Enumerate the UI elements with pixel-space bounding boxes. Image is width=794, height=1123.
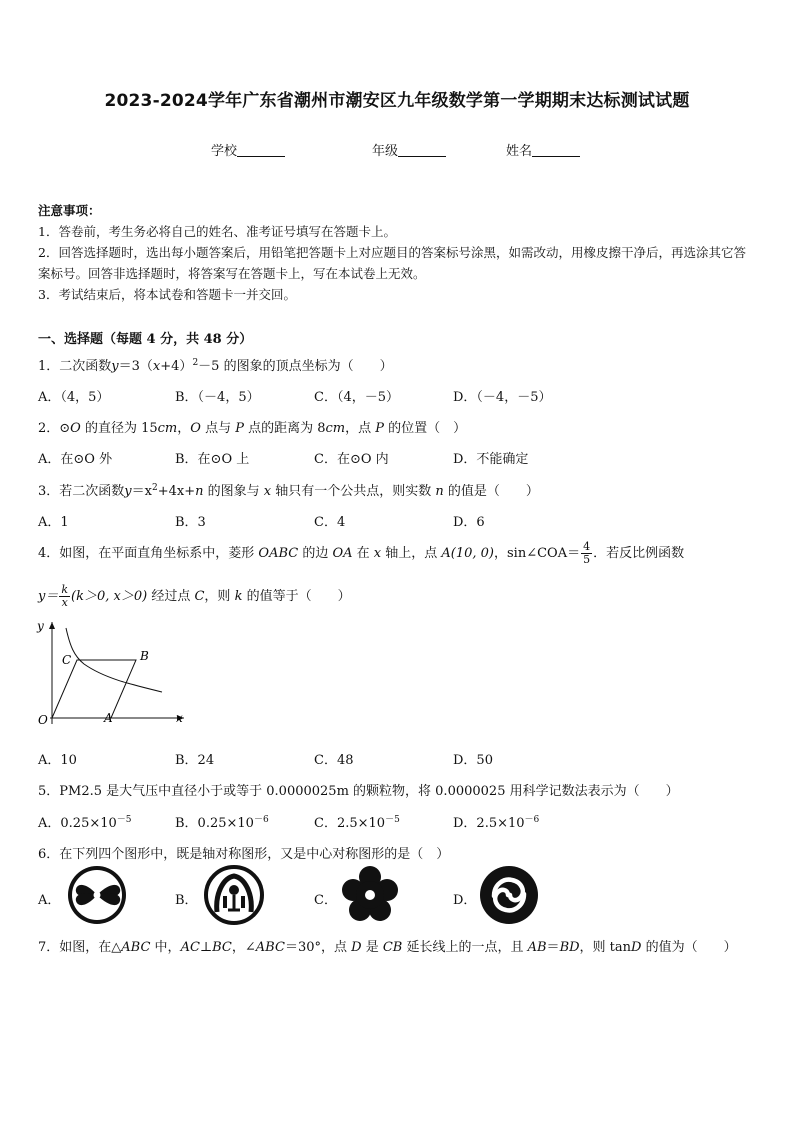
- q5-option-d-exp: －6: [524, 815, 540, 825]
- q3-var-y: y: [124, 484, 132, 499]
- question-6: 6．在下列四个图形中，既是轴对称图形，又是中心对称图形的是（ ）: [38, 847, 450, 862]
- notice-item-3: 3．考试结束后，将本试卷和答题卡一并交回。: [38, 287, 296, 302]
- q4-condition: (k＞0, x＞0): [71, 589, 148, 604]
- q4-text-h: ，则: [204, 589, 235, 604]
- q1-tail: －5 的图象的顶点坐标为（ ）: [198, 359, 393, 374]
- q4-option-b[interactable]: B．24: [175, 753, 215, 768]
- q5-option-b[interactable]: [175, 812, 269, 831]
- q1-option-c[interactable]: C．（4，－5）: [314, 390, 399, 405]
- q6-figure-c-icon[interactable]: [339, 864, 401, 926]
- q4-text-i: 的值等于（ ）: [242, 589, 351, 604]
- q2-text-g: 的位置（ ）: [384, 421, 467, 436]
- q3-n2: n: [435, 484, 444, 499]
- q1-eq: ＝3（: [118, 359, 153, 374]
- question-5: 5．PM2.5 是大气压中直径小于或等于 0.0000025m 的颗粒物，将 0.0000025 用科学记数法表示为（ ）: [38, 784, 679, 799]
- fig-label-b: B: [140, 649, 149, 663]
- q5-option-c[interactable]: [314, 812, 400, 831]
- grade-field: [372, 140, 446, 159]
- q3-mid: +4x+: [157, 484, 196, 499]
- q3-text-c: 轴只有一个公共点，则实数: [271, 484, 436, 499]
- question-3: [38, 480, 539, 499]
- q4-text-g: 经过点: [147, 589, 195, 604]
- q2-option-c[interactable]: C．在⊙O 内: [314, 452, 389, 467]
- section-heading: 一、选择题（每题 4 分，共 48 分）: [38, 332, 253, 347]
- q5-option-b-exp: －6: [253, 815, 269, 825]
- q7-text-h: ＝: [546, 940, 560, 955]
- q7-bd: BD: [559, 940, 580, 955]
- q4-text-b: 的边: [298, 546, 333, 561]
- q1-option-d[interactable]: D．（－4，－5）: [453, 390, 552, 405]
- q1-prefix: 1．二次函数: [38, 359, 112, 374]
- q6-option-a[interactable]: A．: [38, 893, 61, 908]
- grade-label: 年级: [372, 144, 399, 159]
- notice-item-1: 1．答卷前，考生务必将自己的姓名、准考证号填写在答题卡上。: [38, 224, 396, 239]
- q2-text-f: ，点: [345, 421, 376, 436]
- q3-text-b: 的图象与: [203, 484, 264, 499]
- q7-text-e: ＝30°，点: [284, 940, 352, 955]
- q7-text-d: ，∠: [231, 940, 256, 955]
- q4-oa: OA: [332, 546, 353, 561]
- q4-point-a: A(10, 0): [441, 546, 494, 561]
- q7-abc1: ABC: [121, 940, 151, 955]
- q2-option-d[interactable]: D．不能确定: [453, 452, 529, 467]
- school-label: 学校: [211, 144, 238, 159]
- fig-label-x: x: [176, 711, 183, 725]
- q7-abc2: ABC: [255, 940, 285, 955]
- q7-text-b: 中，: [150, 940, 181, 955]
- notice-block: [38, 200, 758, 305]
- q3-option-b[interactable]: B．3: [175, 515, 206, 530]
- school-blank: [237, 143, 285, 157]
- q3-eq: ＝x: [131, 484, 152, 499]
- q4-func: y＝: [38, 589, 59, 604]
- q1-option-b[interactable]: B．（－4，5）: [175, 390, 260, 405]
- q7-text-c: ⊥: [199, 940, 213, 955]
- q1-option-a[interactable]: A．（4，5）: [38, 390, 110, 405]
- q1-var-y: y: [111, 359, 119, 374]
- q5-option-a[interactable]: [38, 812, 132, 831]
- name-blank: [532, 143, 580, 157]
- q4-text-a: 4．如图，在平面直角坐标系中，菱形: [38, 546, 259, 561]
- q1-exponent: 2: [192, 358, 199, 368]
- q2-text-a: 2．⊙: [38, 421, 71, 436]
- q4-frac-num: 4: [583, 540, 591, 553]
- q4-x: x: [373, 546, 382, 561]
- q7-text-f: 是: [361, 940, 383, 955]
- name-field: [506, 140, 580, 159]
- name-label: 姓名: [506, 144, 533, 159]
- y-axis-arrow: [49, 622, 55, 629]
- q5-option-a-exp: －5: [116, 815, 132, 825]
- question-2: [38, 417, 466, 436]
- q5-option-d[interactable]: [453, 812, 539, 831]
- q3-option-c[interactable]: C．4: [314, 515, 346, 530]
- q2-p2: P: [375, 421, 385, 436]
- notice-item-2: 2．回答选择题时，选出每小题答案后，用铅笔把答题卡上对应题目的答案标号涂黑，如需改动，用橡皮擦干净后，再选涂其它答案标号。回答非选择题时，将答案写在答题卡上，写在本试卷上无效。: [38, 245, 746, 281]
- school-field: [211, 140, 285, 159]
- fig-label-c: C: [62, 653, 72, 667]
- q4-frac-den: 5: [583, 553, 591, 566]
- q4-fraction: [581, 541, 592, 566]
- q7-bc: BC: [212, 940, 232, 955]
- q4-text-e: ，: [494, 546, 508, 561]
- q4-k-num: k: [61, 583, 69, 596]
- q7-cb: CB: [382, 940, 403, 955]
- q4-oabc: OABC: [258, 546, 299, 561]
- q4-option-d[interactable]: D．50: [453, 753, 493, 768]
- q4-text-d: 轴上，点: [381, 546, 442, 561]
- fig-label-y: y: [37, 619, 44, 633]
- q2-cm2: cm: [325, 421, 346, 436]
- q6-figure-d-icon[interactable]: [478, 864, 540, 926]
- grade-blank: [398, 143, 446, 157]
- q2-option-a[interactable]: A．在⊙O 外: [38, 452, 113, 467]
- question-7: [38, 936, 737, 955]
- q2-text-b: 的直径为 15: [80, 421, 158, 436]
- q4-point-c: C: [194, 589, 205, 604]
- q2-text-e: 点的距离为 8: [243, 421, 326, 436]
- fig-label-o: O: [38, 713, 48, 727]
- q7-d1: D: [351, 940, 362, 955]
- page-title: 2023-2024学年广东省潮州市潮安区九年级数学第一学期期末达标测试试题: [104, 91, 690, 111]
- q7-text-g: 延长线上的一点，且: [402, 940, 528, 955]
- q2-option-b[interactable]: B．在⊙O 上: [175, 452, 250, 467]
- q2-text-c: ，: [177, 421, 191, 436]
- q2-o2: O: [190, 421, 201, 436]
- question-4-line-2: [38, 584, 351, 609]
- q4-text-f: ．若反比例函数: [593, 546, 685, 561]
- q5-option-c-exp: －5: [385, 815, 400, 825]
- q4-text-c: 在: [352, 546, 374, 561]
- q6-option-c[interactable]: C．: [314, 893, 337, 908]
- q2-cm1: cm: [157, 421, 178, 436]
- q3-option-a[interactable]: A．1: [38, 515, 69, 530]
- question-4-line-1: [38, 541, 684, 566]
- q7-text-j: 的值为（ ）: [641, 940, 737, 955]
- q7-ab: AB: [527, 940, 547, 955]
- q3-exponent: 2: [151, 483, 158, 493]
- q3-option-d[interactable]: D．6: [453, 515, 485, 530]
- q6-option-b[interactable]: B．: [175, 893, 198, 908]
- q2-o1: O: [70, 421, 81, 436]
- q7-text-a: 7．如图，在△: [38, 940, 122, 955]
- q4-k-fraction: [59, 584, 70, 609]
- q7-ac: AC: [180, 940, 200, 955]
- q5-option-d-base: D．2.5×10: [453, 816, 525, 831]
- notice-heading: 注意事项：: [38, 203, 101, 218]
- q4-option-c[interactable]: C．48: [314, 753, 354, 768]
- q5-option-b-base: B．0.25×10: [175, 816, 254, 831]
- rhombus-oabc: [52, 660, 136, 718]
- q6-figure-b-icon[interactable]: [203, 864, 265, 926]
- q7-d2: D: [631, 940, 642, 955]
- q4-sin: sin∠COA＝: [507, 546, 581, 561]
- q1-var-x: x: [152, 359, 161, 374]
- q3-n1: n: [195, 484, 204, 499]
- q6-figure-a-icon[interactable]: [66, 864, 128, 926]
- q6-option-d[interactable]: D．: [453, 893, 477, 908]
- q4-k-den: x: [61, 596, 68, 609]
- q3-var-x: x: [263, 484, 272, 499]
- q3-prefix: 3．若二次函数: [38, 484, 125, 499]
- fig-label-a: A: [104, 711, 113, 725]
- q4-option-a[interactable]: A．10: [38, 753, 77, 768]
- q5-option-a-base: A．0.25×10: [38, 816, 117, 831]
- q3-text-d: 的值是（ ）: [443, 484, 539, 499]
- q1-rest: +4）: [160, 359, 193, 374]
- question-1: [38, 355, 393, 374]
- q2-text-d: 点与: [200, 421, 236, 436]
- rhombus-hyperbola-figure: [34, 616, 194, 728]
- q7-text-i: ，则 tan: [579, 940, 632, 955]
- q4-k: k: [234, 589, 243, 604]
- q5-option-c-base: C．2.5×10: [314, 816, 386, 831]
- q2-p1: P: [235, 421, 244, 436]
